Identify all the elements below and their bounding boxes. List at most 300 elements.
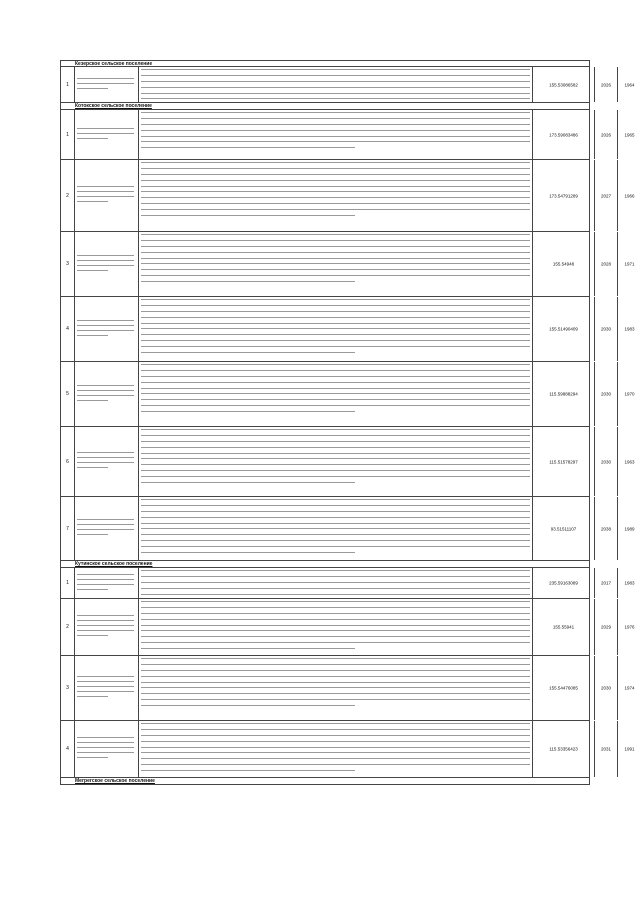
text-line [77,589,108,590]
text-lines [141,364,530,417]
text-line [141,405,530,406]
works-description-cell [138,160,532,231]
text-line [141,499,530,500]
works-description-cell [138,568,532,598]
address-cell [74,232,138,296]
text-line [77,635,108,636]
text-lines [141,299,530,358]
text-line [77,519,134,520]
text-line [141,594,530,595]
planned-year: 2027 [600,193,611,198]
text-line [77,395,134,396]
row-number-cell [61,568,74,598]
text-line [77,452,134,453]
section-title: Мегрегское сельское поселение [75,778,155,784]
text-line [141,281,355,282]
text-line [141,162,530,163]
planned-year-cell [594,721,617,777]
text-line [77,133,134,134]
cadastral-value: 155.54476085 [549,685,578,691]
row-number-cell [61,297,74,361]
cadastral-cell [532,232,594,296]
text-line [141,764,530,765]
cadastral-cell [532,656,594,720]
text-lines [141,429,530,488]
planned-year: 2031 [600,746,611,752]
table-row [60,67,635,103]
text-line [141,546,530,547]
cadastral-value: 115.51578297 [549,459,578,464]
text-line [141,458,530,459]
text-line [77,615,134,616]
text-line [141,388,530,389]
section-header [60,60,590,67]
build-year: 1963 [624,459,635,464]
text-line [141,136,530,137]
table-row [60,362,635,427]
text-line [141,269,530,270]
planned-year: 2030 [600,685,611,691]
text-line [141,364,530,365]
row-number-cell [61,362,74,426]
text-line [141,118,530,119]
text-line [77,260,134,261]
text-line [77,201,108,202]
text-line [77,620,134,621]
text-line [77,78,134,79]
text-line [77,191,134,192]
row-number-cell [61,232,74,296]
build-year: 1983 [624,326,635,332]
text-line [141,582,530,583]
planned-year: 2026 [600,82,611,87]
text-line [77,138,108,139]
text-line [77,128,134,129]
planned-year-cell [594,160,617,231]
build-year-cell [617,110,640,159]
text-lines [141,112,530,153]
text-lines [141,234,530,287]
cadastral-value: 173.54791289 [549,193,578,198]
row-number-cell [61,67,74,102]
text-line [141,147,355,148]
address-cell [74,656,138,720]
text-line [141,246,530,247]
text-line [141,676,530,677]
text-line [77,686,134,687]
text-line [141,625,530,626]
cadastral-value: 115.53356423 [549,746,578,752]
text-lines [141,601,530,654]
text-line [141,180,530,181]
table-row [60,427,635,497]
build-year: 1974 [624,685,635,691]
document-page [60,60,635,785]
text-line [77,400,108,401]
build-year: 1983 [624,580,635,586]
address-cell [74,721,138,777]
text-lines [77,385,134,405]
text-line [141,399,530,400]
row-number-cell [61,497,74,560]
works-description-cell [138,110,532,159]
text-line [77,681,134,682]
works-description-cell [138,362,532,426]
text-line [141,311,530,312]
text-line [141,540,530,541]
table-row [60,297,635,362]
row-number: 4 [66,746,69,752]
text-line [141,317,530,318]
text-line [141,747,530,748]
text-lines [77,676,134,701]
text-lines [77,128,134,143]
build-year-cell [617,656,640,720]
planned-year-cell [594,232,617,296]
text-line [141,464,530,465]
build-year: 1970 [624,391,635,397]
cadastral-cell [532,721,594,777]
section-header [60,561,590,568]
text-line [77,630,134,631]
planned-year: 2026 [600,132,611,137]
text-line [141,619,530,620]
planned-year-cell [594,599,617,655]
text-line [77,696,108,697]
text-line [141,352,355,353]
address-cell [74,160,138,231]
text-line [141,186,530,187]
text-line [141,447,530,448]
planned-year-cell [594,568,617,598]
text-line [77,196,134,197]
text-line [141,130,530,131]
table-row [60,160,635,232]
row-number: 1 [66,580,69,586]
planned-year: 2028 [600,261,611,267]
text-line [141,729,530,730]
text-line [77,534,108,535]
section-title: Котокское сельское поселение [75,103,152,109]
address-cell [74,497,138,560]
row-number-cell [61,160,74,231]
text-line [141,370,530,371]
text-line [141,588,530,589]
build-year-cell [617,362,640,426]
text-line [141,203,530,204]
cadastral-value: 155.53086582 [549,82,578,87]
text-line [141,346,530,347]
text-line [141,435,530,436]
cadastral-value: 115.59888294 [549,391,578,397]
planned-year-cell [594,497,617,560]
text-line [141,534,530,535]
planned-year: 2030 [600,391,611,397]
text-line [141,705,355,706]
text-line [141,174,530,175]
text-line [141,758,530,759]
text-line [141,258,530,259]
text-line [141,482,355,483]
planned-year-cell [594,297,617,361]
text-lines [77,574,134,594]
text-line [141,75,530,76]
text-lines [77,186,134,206]
planned-year: 2030 [600,326,611,332]
cadastral-cell [532,362,594,426]
works-description-cell [138,721,532,777]
row-number: 7 [66,525,69,532]
text-lines [141,723,530,776]
row-number: 4 [66,326,69,332]
text-lines [141,499,530,558]
text-line [77,524,134,525]
works-description-cell [138,427,532,496]
build-year: 1971 [624,261,635,267]
text-line [141,141,530,142]
works-description-cell [138,297,532,361]
text-line [77,83,134,84]
text-lines [77,452,134,472]
address-cell [74,427,138,496]
text-line [77,467,108,468]
text-line [77,579,134,580]
row-number-cell [61,721,74,777]
text-line [141,576,530,577]
address-cell [74,568,138,598]
text-line [141,476,530,477]
text-line [141,69,530,70]
cadastral-cell [532,297,594,361]
text-line [77,737,134,738]
text-line [141,453,530,454]
build-year-cell [617,721,640,777]
row-number: 2 [66,192,69,199]
text-line [141,699,530,700]
text-lines [77,255,134,275]
text-line [77,742,134,743]
planned-year-cell [594,427,617,496]
text-line [141,528,530,529]
text-line [141,658,530,659]
text-line [141,693,530,694]
text-line [141,168,530,169]
text-line [77,270,108,271]
cadastral-cell [532,497,594,560]
text-line [77,752,134,753]
text-line [141,393,530,394]
text-line [77,676,134,677]
text-lines [141,658,530,711]
cadastral-cell [532,427,594,496]
table-row [60,599,635,656]
address-cell [74,362,138,426]
works-description-cell [138,599,532,655]
text-line [77,390,134,391]
planned-year-cell [594,656,617,720]
works-description-cell [138,232,532,296]
text-line [141,752,530,753]
build-year-cell [617,160,640,231]
text-line [141,670,530,671]
table-row [60,110,635,160]
address-cell [74,297,138,361]
planned-year: 2017 [600,580,611,586]
text-line [77,457,134,458]
text-line [141,723,530,724]
text-line [141,215,355,216]
planned-year: 2038 [600,526,611,531]
build-year-cell [617,232,640,296]
text-line [141,636,530,637]
build-year: 1964 [624,82,635,87]
cadastral-value: 173.59083486 [549,132,578,137]
text-line [141,770,355,771]
works-description-cell [138,656,532,720]
text-line [141,124,530,125]
build-year: 1965 [624,132,635,137]
planned-year-cell [594,110,617,159]
table-row [60,232,635,297]
section-title: Кутинское сельское поселение [75,561,153,567]
text-line [141,275,530,276]
planned-year-cell [594,67,617,102]
table-row [60,568,635,599]
text-line [77,88,108,89]
cadastral-cell [532,67,594,102]
text-line [141,191,530,192]
text-line [141,382,530,383]
text-line [77,625,134,626]
table-row [60,656,635,721]
build-year-cell [617,599,640,655]
text-line [77,320,134,321]
address-cell [74,110,138,159]
section-header [60,103,590,110]
text-line [77,255,134,256]
text-line [141,429,530,430]
cadastral-value: 93.51511107 [550,526,577,531]
text-line [141,98,530,99]
cadastral-cell [532,568,594,598]
text-lines [77,519,134,539]
text-line [141,517,530,518]
cadastral-cell [532,160,594,231]
text-line [141,376,530,377]
text-line [141,93,530,94]
text-line [141,664,530,665]
build-year-cell [617,497,640,560]
row-number: 3 [66,261,69,267]
text-line [77,335,108,336]
text-line [77,330,134,331]
text-line [141,411,355,412]
text-line [141,552,355,553]
planned-year: 2030 [600,459,611,464]
row-number-cell [61,110,74,159]
text-line [141,263,530,264]
cadastral-value: 155.54948 [552,261,575,267]
text-line [77,186,134,187]
text-line [141,687,530,688]
text-lines [77,737,134,762]
section-title: Кезерское сельское поселение [75,61,153,67]
text-line [141,648,355,649]
planned-year-cell [594,362,617,426]
text-line [141,642,530,643]
build-year-cell [617,67,640,102]
text-lines [77,78,134,93]
works-description-cell [138,67,532,102]
section-header [60,778,590,785]
text-line [77,462,134,463]
text-line [141,340,530,341]
planned-year: 2029 [600,624,611,630]
text-line [141,511,530,512]
row-number: 1 [66,81,69,88]
text-line [141,323,530,324]
text-line [141,613,530,614]
text-line [141,328,530,329]
text-lines [141,69,530,102]
build-year: 1976 [624,624,635,630]
table-row [60,721,635,778]
text-line [77,574,134,575]
text-line [141,240,530,241]
text-line [141,470,530,471]
address-cell [74,67,138,102]
text-line [141,505,530,506]
build-year: 1966 [624,193,635,198]
text-lines [141,570,530,598]
build-year-cell [617,297,640,361]
build-year: 1989 [624,526,635,531]
text-line [77,385,134,386]
text-line [77,584,134,585]
text-lines [77,320,134,340]
text-line [77,529,134,530]
text-line [141,735,530,736]
text-line [141,570,530,571]
cadastral-value: 235.59163089 [549,580,578,586]
text-line [141,334,530,335]
text-line [141,601,530,602]
row-number: 3 [66,685,69,691]
text-line [141,197,530,198]
row-number: 5 [66,391,69,397]
text-lines [141,162,530,221]
text-line [141,607,530,608]
text-line [141,81,530,82]
row-number: 6 [66,458,69,465]
row-number: 1 [66,131,69,138]
text-line [77,757,108,758]
cadastral-value: 155.55941 [552,624,575,630]
build-year: 1991 [624,746,635,752]
text-line [141,682,530,683]
text-line [77,691,134,692]
row-number-cell [61,427,74,496]
text-line [141,741,530,742]
works-description-cell [138,497,532,560]
text-line [141,209,530,210]
text-line [77,265,134,266]
table-row [60,497,635,561]
cadastral-value: 155.51490409 [549,326,578,332]
cadastral-cell [532,110,594,159]
text-line [141,523,530,524]
text-line [141,630,530,631]
